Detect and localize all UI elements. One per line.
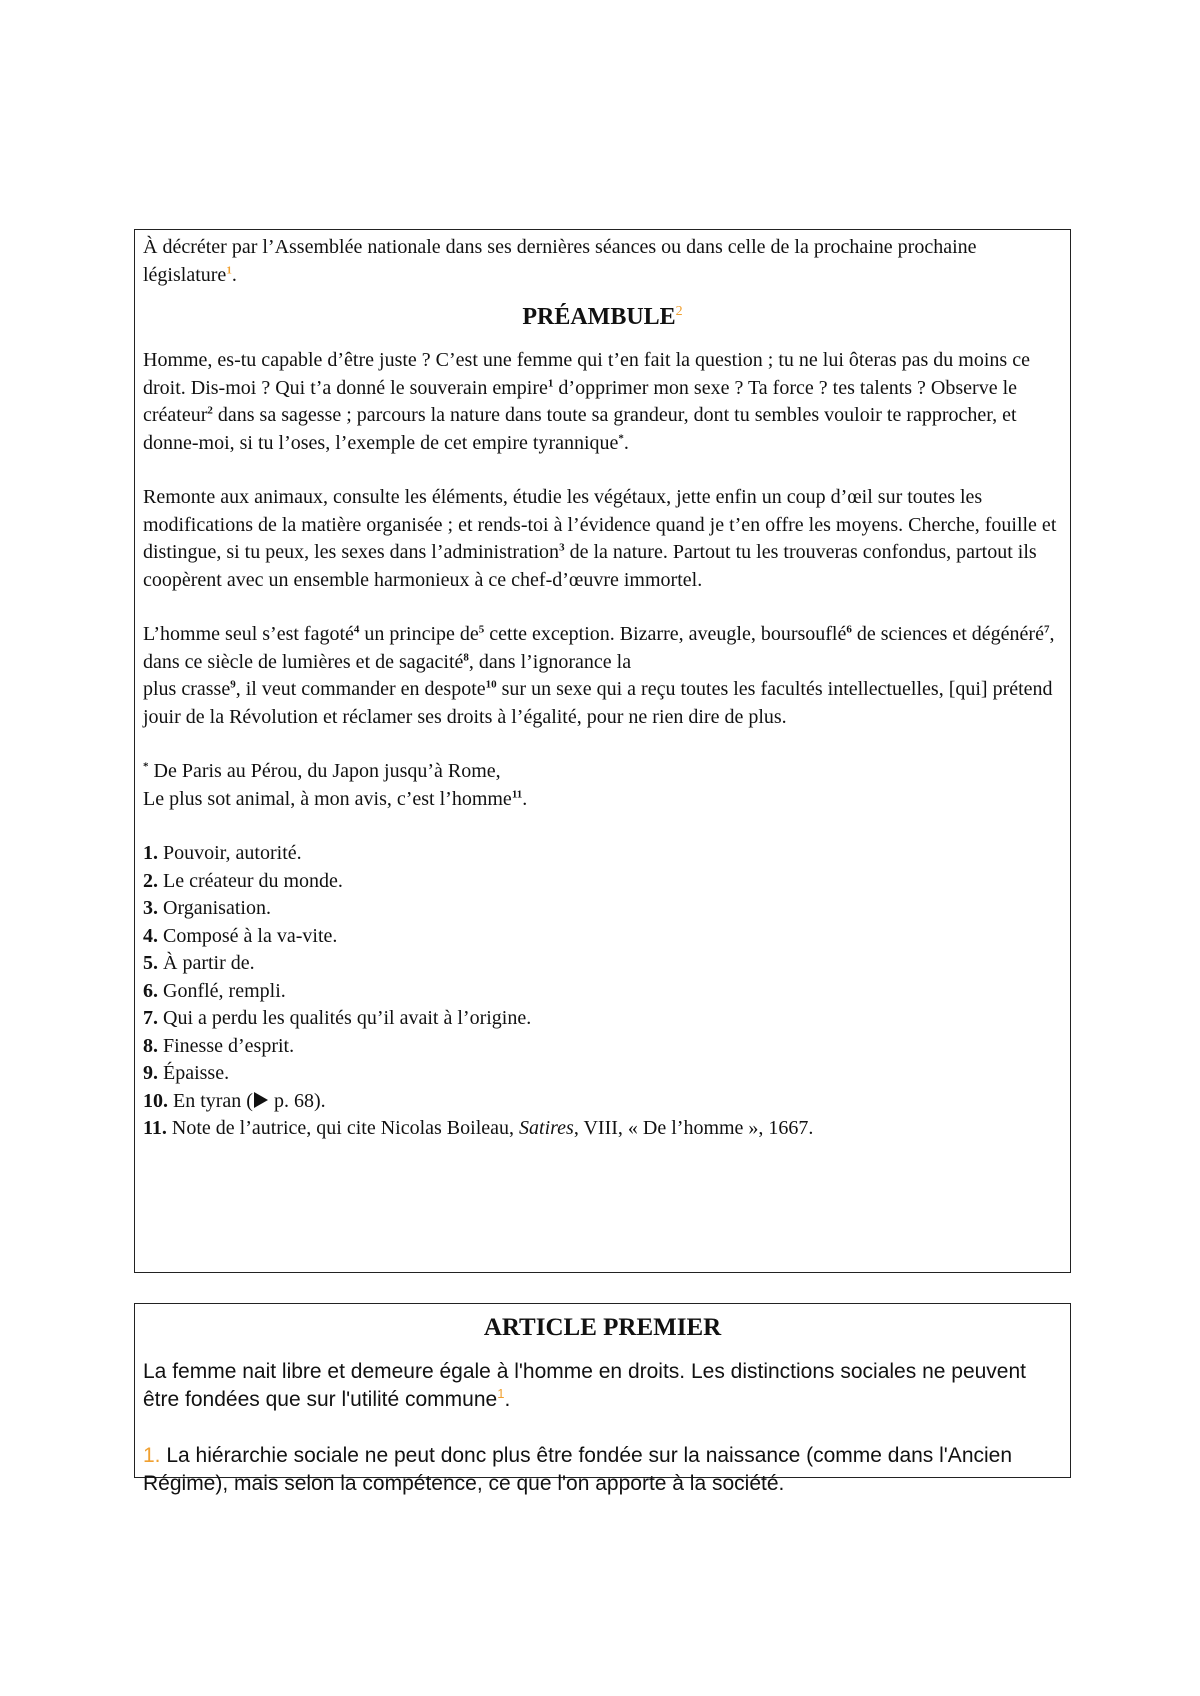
footnote-text: Composé à la va-vite. [158, 924, 338, 947]
quote-line-1: De Paris au Pérou, du Japon jusqu’à Rome, [148, 760, 501, 782]
footnote-item [143, 923, 1062, 951]
footnote-text: Organisation. [158, 897, 271, 919]
footnote-number: 2. [143, 869, 158, 892]
p1-text-d: donne-moi, si tu l’oses, l’exemple de cet empire tyrannique [143, 431, 619, 454]
p3-text-a: L’homme seul s’est fagoté [143, 623, 354, 645]
p3-text-i: sur un sexe qui a reçu toutes les facultés intellectuelles, [qui] prétend jouir de la Révolution et réclamer ses droits à l’égalité, pour ne rien dire de plus. [143, 678, 1053, 728]
footnote-item [143, 1060, 1062, 1088]
quote-ref-11: 11 [511, 787, 523, 800]
article-text-body: La femme nait libre et demeure égale à l'homme en droits. Les distinctions sociales ne peuvent être fondées que sur l'utilité commune [143, 1360, 1026, 1411]
footnote-text: Pouvoir, autorité. [158, 842, 302, 864]
footnote-number: 6. [143, 979, 158, 1002]
p3-text-g: plus crasse [143, 678, 231, 700]
preamble-title-text: PRÉAMBULE [522, 304, 676, 330]
footnote-number: 1. [143, 842, 158, 864]
footnote-text-page: p. 68). [268, 1089, 326, 1112]
footnote-text: Gonflé, rempli. [158, 979, 286, 1002]
p3-ref-10: 10 [485, 678, 497, 691]
p3-ref-5: 5 [478, 623, 485, 636]
article-footnote-ref: 1 [497, 1386, 505, 1401]
intro-end: . [231, 263, 237, 286]
footnote-text: Le créateur du monde. [158, 869, 343, 892]
p3-text-f: , dans l’ignorance la [468, 650, 632, 673]
quote-star: * [143, 760, 149, 773]
p3-text-d: de sciences et dégénéré [851, 623, 1044, 645]
footnote-number: 8. [143, 1034, 158, 1057]
paragraph-3 [143, 621, 1062, 731]
footnote-number: 5. [143, 952, 158, 974]
p3-text-e: , dans ce siècle de lumières et de sagacité [143, 623, 1055, 673]
footnote-text: Qui a perdu les qualités qu’il avait à l’origine. [158, 1007, 532, 1029]
footnote-item [143, 868, 1062, 896]
quote-line-2: Le plus sot animal, à mon avis, c’est l’homme [143, 787, 512, 810]
article-note [143, 1442, 1062, 1498]
p1-text-a: Homme, es-tu capable d’être juste ? C’est une femme qui t’en fait la question ; tu ne lui ôteras pas du moins ce droit. Dis-moi ? Qui t’a donné le souverain empire [143, 349, 1030, 399]
p1-ref-2: 2 [207, 404, 213, 417]
p3-ref-4: 4 [353, 623, 360, 636]
footnotes-list [143, 840, 1062, 1143]
footnote-number: 11. [143, 1117, 167, 1139]
p3-ref-8: 8 [463, 650, 469, 663]
p1-text-e: . [623, 431, 629, 454]
p3-text-h: , il veut commander en despote [235, 678, 486, 700]
p1-ref-1: 1 [547, 376, 554, 389]
footnote-item [143, 1033, 1062, 1061]
p1-text-c: dans sa sagesse ; parcours la nature dans toute sa grandeur, dont tu sembles vouloir te rapprocher, et [212, 404, 1017, 426]
boileau-quote [143, 758, 1062, 813]
footnote-item [143, 1088, 1062, 1116]
footnote-item [143, 895, 1062, 923]
footnote-item [143, 1115, 1062, 1143]
article-title: ARTICLE PREMIER [483, 1314, 722, 1341]
footnote-item [143, 840, 1062, 868]
p3-ref-7: 7 [1043, 623, 1050, 636]
paragraph-2 [143, 484, 1062, 594]
paragraph-1 [143, 347, 1062, 457]
p2-text-a: Remonte aux animaux, consulte les éléments, étudie les végétaux, jette enfin un coup d’œil sur toutes les modifications de la matière organisée ; et rends-toi à l’évidence quand je t’en offre les moyens. Cherche, fouille et distingue, si tu peux, les sexes dans l’administration [143, 486, 1057, 563]
play-triangle-icon [253, 1091, 269, 1109]
p3-ref-6: 6 [846, 623, 852, 636]
footnote-text: Épaisse. [158, 1062, 230, 1084]
p1-ref-star: * [618, 431, 624, 444]
footnote-number: 9. [143, 1062, 158, 1084]
footnote-number: 7. [143, 1007, 158, 1029]
footnote-item [143, 978, 1062, 1006]
p2-text-b: de la nature. Partout tu les trouveras confondus, partout ils coopèrent avec un ensemble harmonieux à ce chef-d’œuvre immortel. [143, 541, 1037, 591]
p3-text-b: un principe de [359, 623, 479, 645]
preamble-title [143, 301, 1062, 333]
quote-end: . [522, 787, 528, 810]
intro-text: À décréter par l’Assemblée nationale dans ses dernières séances ou dans celle de la prochaine prochaine législature [143, 236, 977, 286]
footnote-text: En tyran ( [168, 1089, 253, 1112]
footnote-item [143, 1005, 1062, 1033]
article-text [143, 1358, 1062, 1414]
preamble-box [134, 229, 1071, 1273]
intro-paragraph [143, 234, 1062, 289]
article-box [134, 1303, 1071, 1495]
footnote-number: 4. [143, 924, 158, 947]
footnote-number: 3. [143, 897, 158, 919]
footnote-number: 10. [143, 1089, 168, 1112]
p3-ref-9: 9 [230, 678, 236, 691]
footnote-text: À partir de. [158, 952, 255, 974]
p3-text-c: cette exception. Bizarre, aveugle, boursouflé [484, 623, 847, 645]
footnote-book-title: Satires [519, 1117, 574, 1139]
article-note-text: La hiérarchie sociale ne peut donc plus être fondée sur la naissance (comme dans l'Ancien Régime), mais selon la compétence, ce que l'on apporte à la société. [143, 1444, 1013, 1495]
footnote-text-end: , VIII, « De l’homme », 1667. [573, 1117, 814, 1139]
article-text-end: . [504, 1388, 511, 1411]
preamble-title-ref: 2 [675, 304, 683, 319]
footnote-text: Note de l’autrice, qui cite Nicolas Boileau, [166, 1117, 520, 1139]
article-note-number: 1. [143, 1444, 161, 1467]
p2-ref-1: 3 [559, 541, 565, 554]
intro-footnote-ref: 1 [226, 263, 232, 276]
footnote-text: Finesse d’esprit. [158, 1034, 295, 1057]
footnote-item [143, 950, 1062, 978]
p1-text-b: d’opprimer mon sexe ? Ta force ? tes talents ? Observe le créateur [143, 376, 1018, 426]
